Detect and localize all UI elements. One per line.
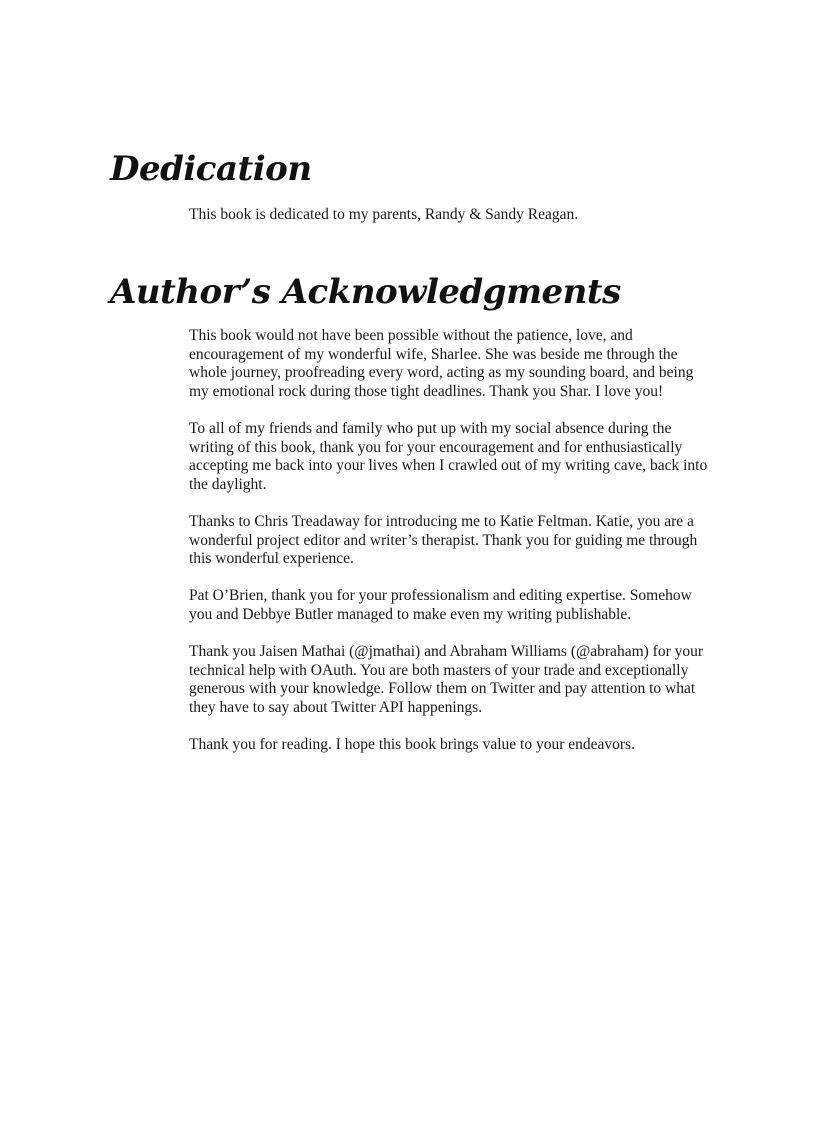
acknowledgments-paragraph-2: To all of my friends and family who put up with my social absence during the writing of this book, thank you for your encouragement and for enthusiastically accepting me back into your lives when I crawled out of my writing cave, back into the daylight. [189, 419, 708, 493]
acknowledgments-paragraph-5: Thank you Jaisen Mathai (@jmathai) and Abraham Williams (@abraham) for your technical help with OAuth. You are both masters of your trade and exceptionally generous with your knowledge. Follow them on Twitter and pay attention to what they have to say about Twitter API happenings. [189, 643, 704, 716]
dedication-body [189, 206, 714, 243]
dedication-heading: Dedication [110, 149, 312, 189]
acknowledgments-paragraph-1: This book would not have been possible without the patience, love, and encouragement of my wonderful wife, Sharlee. She was beside me through the whole journey, proofreading every word, acting as my sounding board, and being my emotional rock during those tight deadlines. Thank you Shar. I love you! [189, 327, 694, 400]
acknowledgments-paragraph-4: Pat O’Brien, thank you for your professionalism and editing expertise. Somehow you and Debbye Butler managed to make even my writing publishable. [189, 587, 692, 623]
acknowledgments-paragraph-6: Thank you for reading. I hope this book brings value to your endeavors. [189, 736, 635, 754]
acknowledgments-body [189, 327, 714, 773]
acknowledgments-heading: Author’s Acknowledgments [110, 272, 621, 312]
dedication-paragraph: This book is dedicated to my parents, Randy & Sandy Reagan. [189, 206, 579, 223]
acknowledgments-paragraph-3: Thanks to Chris Treadaway for introducing me to Katie Feltman. Katie, you are a wonderful project editor and writer’s therapist. Thank you for guiding me through this wonderful experience. [189, 512, 698, 568]
